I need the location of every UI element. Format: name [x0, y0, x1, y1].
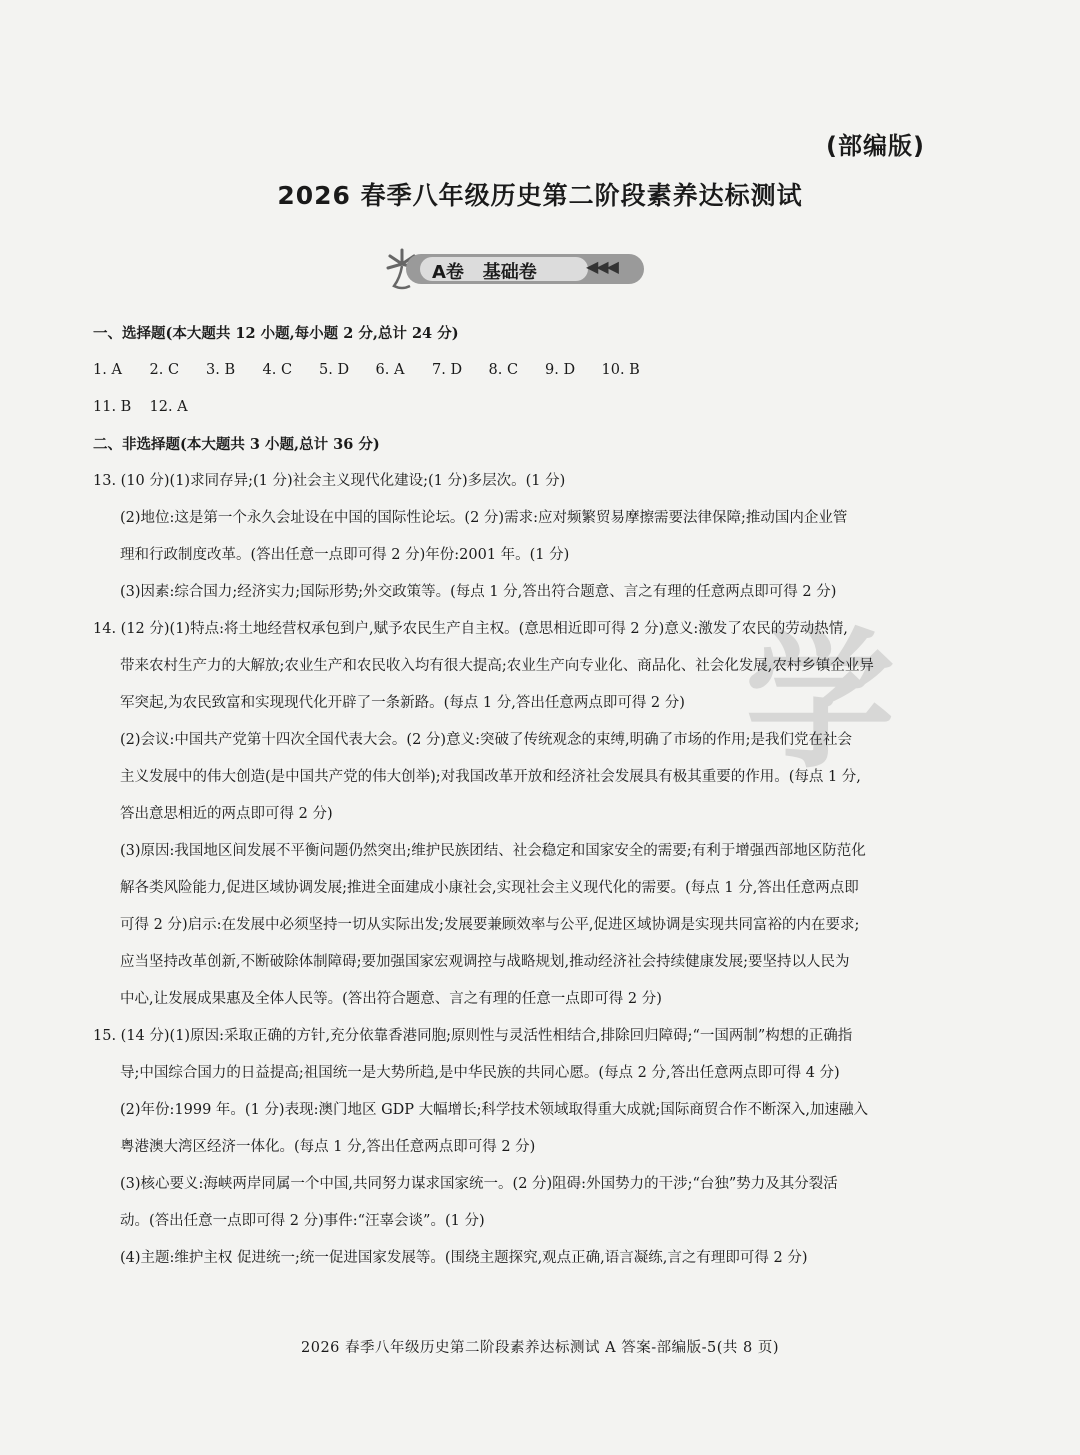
choice-answer: 11. B — [93, 399, 132, 415]
choice-answer: 1. A — [93, 362, 122, 378]
answer-line: 动。(答出任意一点即可得 2 分)事件:“汪辜会谈”。(1 分) — [120, 1213, 485, 1229]
choice-answer: 4. C — [262, 362, 293, 378]
answer-line: 理和行政制度改革。(答出任意一点即可得 2 分)年份:2001 年。(1 分) — [120, 547, 570, 563]
answer-line: 13. (10 分)(1)求同存异;(1 分)社会主义现代化建设;(1 分)多层次。(1 分) — [93, 473, 566, 489]
arrows-icon: ◀◀◀ — [586, 257, 617, 276]
choice-answers-row — [93, 352, 953, 389]
choice-answers-row — [93, 389, 953, 426]
answer-line: (3)因素:综合国力;经济实力;国际形势;外交政策等。(每点 1 分,答出符合题意、言之有理的任意两点即可得 2 分) — [120, 584, 837, 600]
answer-line: 带来农村生产力的大解放;农业生产和农民收入均有很大提高;农业生产向专业化、商品化、社会化发展,农村乡镇企业异 — [120, 658, 874, 674]
answer-line: 解各类风险能力,促进区域协调发展;推进全面建成小康社会,实现社会主义现代化的需要。(每点 1 分,答出任意两点即 — [120, 880, 859, 896]
answer-line: 导;中国综合国力的日益提高;祖国统一是大势所趋,是中华民族的共同心愿。(每点 2 分,答出任意两点即可得 4 分) — [120, 1065, 840, 1081]
answer-line: 可得 2 分)启示:在发展中必须坚持一切从实际出发;发展要兼顾效率与公平,促进区域协调是实现共同富裕的内在要求; — [120, 917, 860, 933]
answer-line: (4)主题:维护主权 促进统一;统一促进国家发展等。(围绕主题探究,观点正确,语言凝练,言之有理即可得 2 分) — [120, 1250, 808, 1266]
banner-label: A卷 基础卷 — [432, 262, 537, 283]
answer-line: 答出意思相近的两点即可得 2 分) — [120, 806, 333, 822]
answer-line: (2)会议:中国共产党第十四次全国代表大会。(2 分)意义:突破了传统观念的束缚,明确了市场的作用;是我们党在社会 — [120, 732, 852, 748]
answer-line: 主义发展中的伟大创造(是中国共产党的伟大创举);对我国改革开放和经济社会发展具有极其重要的作用。(每点 1 分, — [120, 769, 861, 785]
answer-line: 15. (14 分)(1)原因:采取正确的方针,充分依靠香港同胞;原则性与灵活性相结合,排除回归障碍;“一国两制”构想的正确指 — [93, 1028, 853, 1044]
choice-answer: 5. D — [319, 362, 350, 378]
answer-line: 军突起,为农民致富和实现现代化开辟了一条新路。(每点 1 分,答出任意两点即可得 2 分) — [120, 695, 685, 711]
page-title: 2026 春季八年级历史第二阶段素养达标测试 — [277, 181, 803, 210]
choice-answer: 2. C — [149, 362, 180, 378]
watermark: 学 — [745, 615, 896, 789]
answer-line: 中心,让发展成果惠及全体人民等。(答出符合题意、言之有理的任意一点即可得 2 分) — [120, 991, 662, 1007]
section-banner — [380, 244, 650, 296]
answer-line: (3)原因:我国地区间发展不平衡问题仍然突出;维护民族团结、社会稳定和国家安全的需要;有利于增强西部地区防范化 — [120, 843, 866, 859]
section-heading: 二、非选择题(本大题共 3 小题,总计 36 分) — [93, 436, 380, 453]
answer-line: 14. (12 分)(1)特点:将土地经营权承包到户,赋予农民生产自主权。(意思相近即可得 2 分)意义:激发了农民的劳动热情, — [93, 621, 848, 637]
choice-answer: 7. D — [432, 362, 463, 378]
answer-line: (3)核心要义:海峡两岸同属一个中国,共同努力谋求国家统一。(2 分)阻碍:外国势力的干涉;“台独”势力及其分裂活 — [120, 1176, 838, 1192]
answer-line: (2)年份:1999 年。(1 分)表现:澳门地区 GDP 大幅增长;科学技术领域取得重大成就;国际商贸合作不断深入,加速融入 — [120, 1102, 869, 1118]
choice-answer: 9. D — [545, 362, 576, 378]
choice-answer: 6. A — [375, 362, 405, 378]
answer-line: (2)地位:这是第一个永久会址设在中国的国际性论坛。(2 分)需求:应对频繁贸易摩擦需要法律保障;推动国内企业管 — [120, 510, 848, 526]
answer-line: 应当坚持改革创新,不断破除体制障碍;要加强国家宏观调控与战略规划,推动经济社会持续健康发展;要坚持以人民为 — [120, 954, 850, 970]
choice-answer: 12. A — [149, 399, 188, 415]
page-footer: 2026 春季八年级历史第二阶段素养达标测试 A 答案-部编版-5(共 8 页) — [301, 1340, 779, 1356]
choice-answer: 8. C — [488, 362, 519, 378]
answer-content — [93, 315, 953, 1277]
choice-answer: 10. B — [601, 362, 640, 378]
choice-answer: 3. B — [206, 362, 236, 378]
section-heading: 一、选择题(本大题共 12 小题,每小题 2 分,总计 24 分) — [93, 325, 459, 342]
answer-line: 粤港澳大湾区经济一体化。(每点 1 分,答出任意两点即可得 2 分) — [120, 1139, 536, 1155]
edition-label: (部编版) — [826, 132, 925, 160]
